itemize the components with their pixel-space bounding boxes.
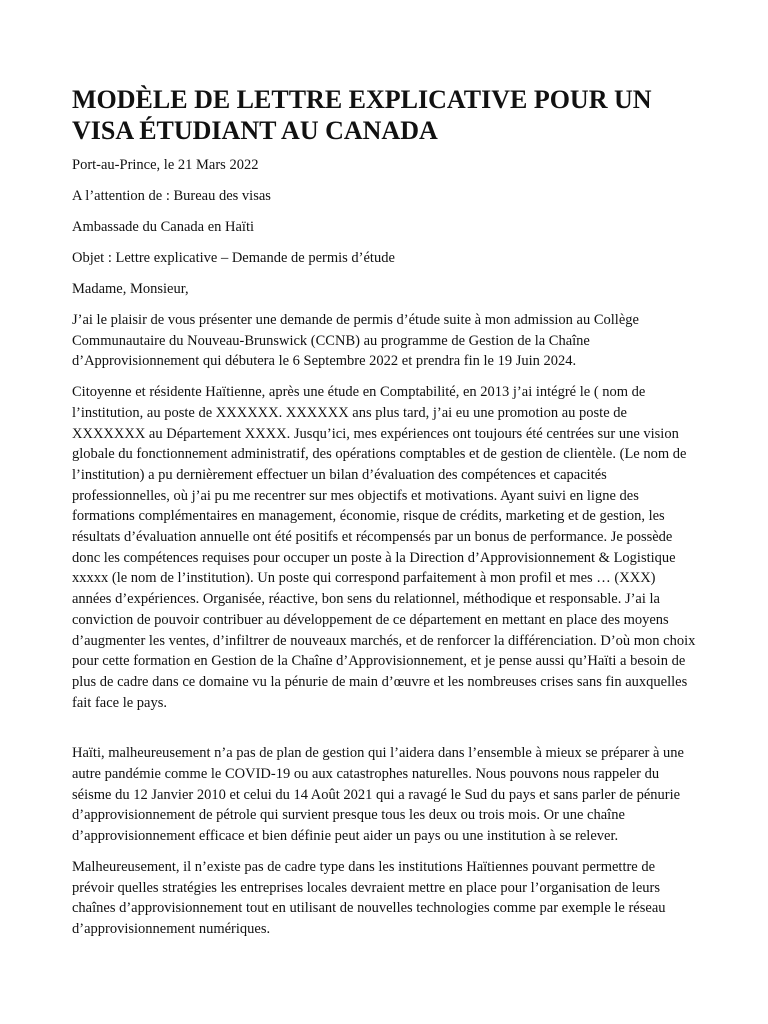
place-date: Port-au-Prince, le 21 Mars 2022 (72, 157, 259, 173)
salutation: Madame, Monsieur, (72, 281, 189, 297)
attention-line: A l’attention de : Bureau des visas (72, 188, 271, 204)
page-title: MODÈLE DE LETTRE EXPLICATIVE POUR UN VISA ÉTUDIANT AU CANADA (72, 85, 652, 145)
letter-page (72, 84, 696, 950)
paragraph-admission: J’ai le plaisir de vous présenter une demande de permis d’étude suite à mon admission au Collège Communautaire du Nouveau-Brunswick (CCNB) au programme de Gestion de la Chaîne d’Approvisionnement qui débutera le 6 Septembre 2022 et prendra fin le 19 Juin 2024. (72, 312, 639, 370)
paragraph-background: Citoyenne et résidente Haïtienne, après une étude en Comptabilité, en 2013 j’ai intégré le ( nom de l’institution, au poste de XXXXXX. XXXXXX ans plus tard, j’ai eu une promotion au poste de XXXXXXX au Département XXXX. Jusqu’ici, mes expériences ont toujours été centrées sur une vision globale du fonctionnement administratif, des opérations comptables et de gestion de clientèle. (Le nom de l’institution) a pu dernièrement effectuer un bilan d’évaluation des compétences et capacités professionnelles, où j’ai pu me recentrer sur mes objectifs et motivations. Ayant suivi en ligne des formations complémentaires en management, économie, risque de crédits, marketing et de gestion, les résultats d’évaluation annuelle ont été positifs et récompensés par un bonus de performance. Je possède donc les compétences requises pour occuper un poste à la Direction d’Approvisionnement & Logistique xxxxx (le nom de l’institution). Un poste qui correspond parfaitement à mon profil et mes … (XXX) années d’expériences. Organisée, réactive, bon sens du relationnel, méthodique et responsable. J’ai la conviction de pouvoir contribuer au développement de ce département en mettant en place des moyens d’augmenter les ventes, d’infiltrer de nouveaux marchés, et de renforcer la différenciation. D’où mon choix pour cette formation en Gestion de la Chaîne d’Approvisionnement, et je pense aussi qu’Haïti a besoin de plus de cadre dans ce domaine vu la pénurie de main d’œuvre et les nombreuses crises sans fin auxquelles fait face le pays. (72, 384, 696, 711)
subject-line: Objet : Lettre explicative – Demande de permis d’étude (72, 250, 395, 266)
paragraph-institutions: Malheureusement, il n’existe pas de cadre type dans les institutions Haïtiennes pouvant permettre de prévoir quelles stratégies les entreprises locales devraient mettre en place pour l’organisation de leurs chaînes d’approvisionnement tout en utilisant de nouvelles technologies comme par exemple le réseau d’approvisionnement numériques. (72, 858, 666, 937)
paragraph-haiti-context: Haïti, malheureusement n’a pas de plan de gestion qui l’aidera dans l’ensemble à mieux se préparer à une autre pandémie comme le COVID-19 ou aux catastrophes naturelles. Nous pouvons nous rappeler du séisme du 12 Janvier 2010 et celui du 14 Août 2021 qui a ravagé le Sud du pays et sans parler de pénurie d’approvisionnement de pétrole qui survient presque tous les deux ou trois mois. Or une chaîne d’approvisionnement efficace et bien définie peut aider un pays ou une institution à se relever. (72, 745, 684, 845)
embassy-line: Ambassade du Canada en Haïti (72, 219, 255, 235)
